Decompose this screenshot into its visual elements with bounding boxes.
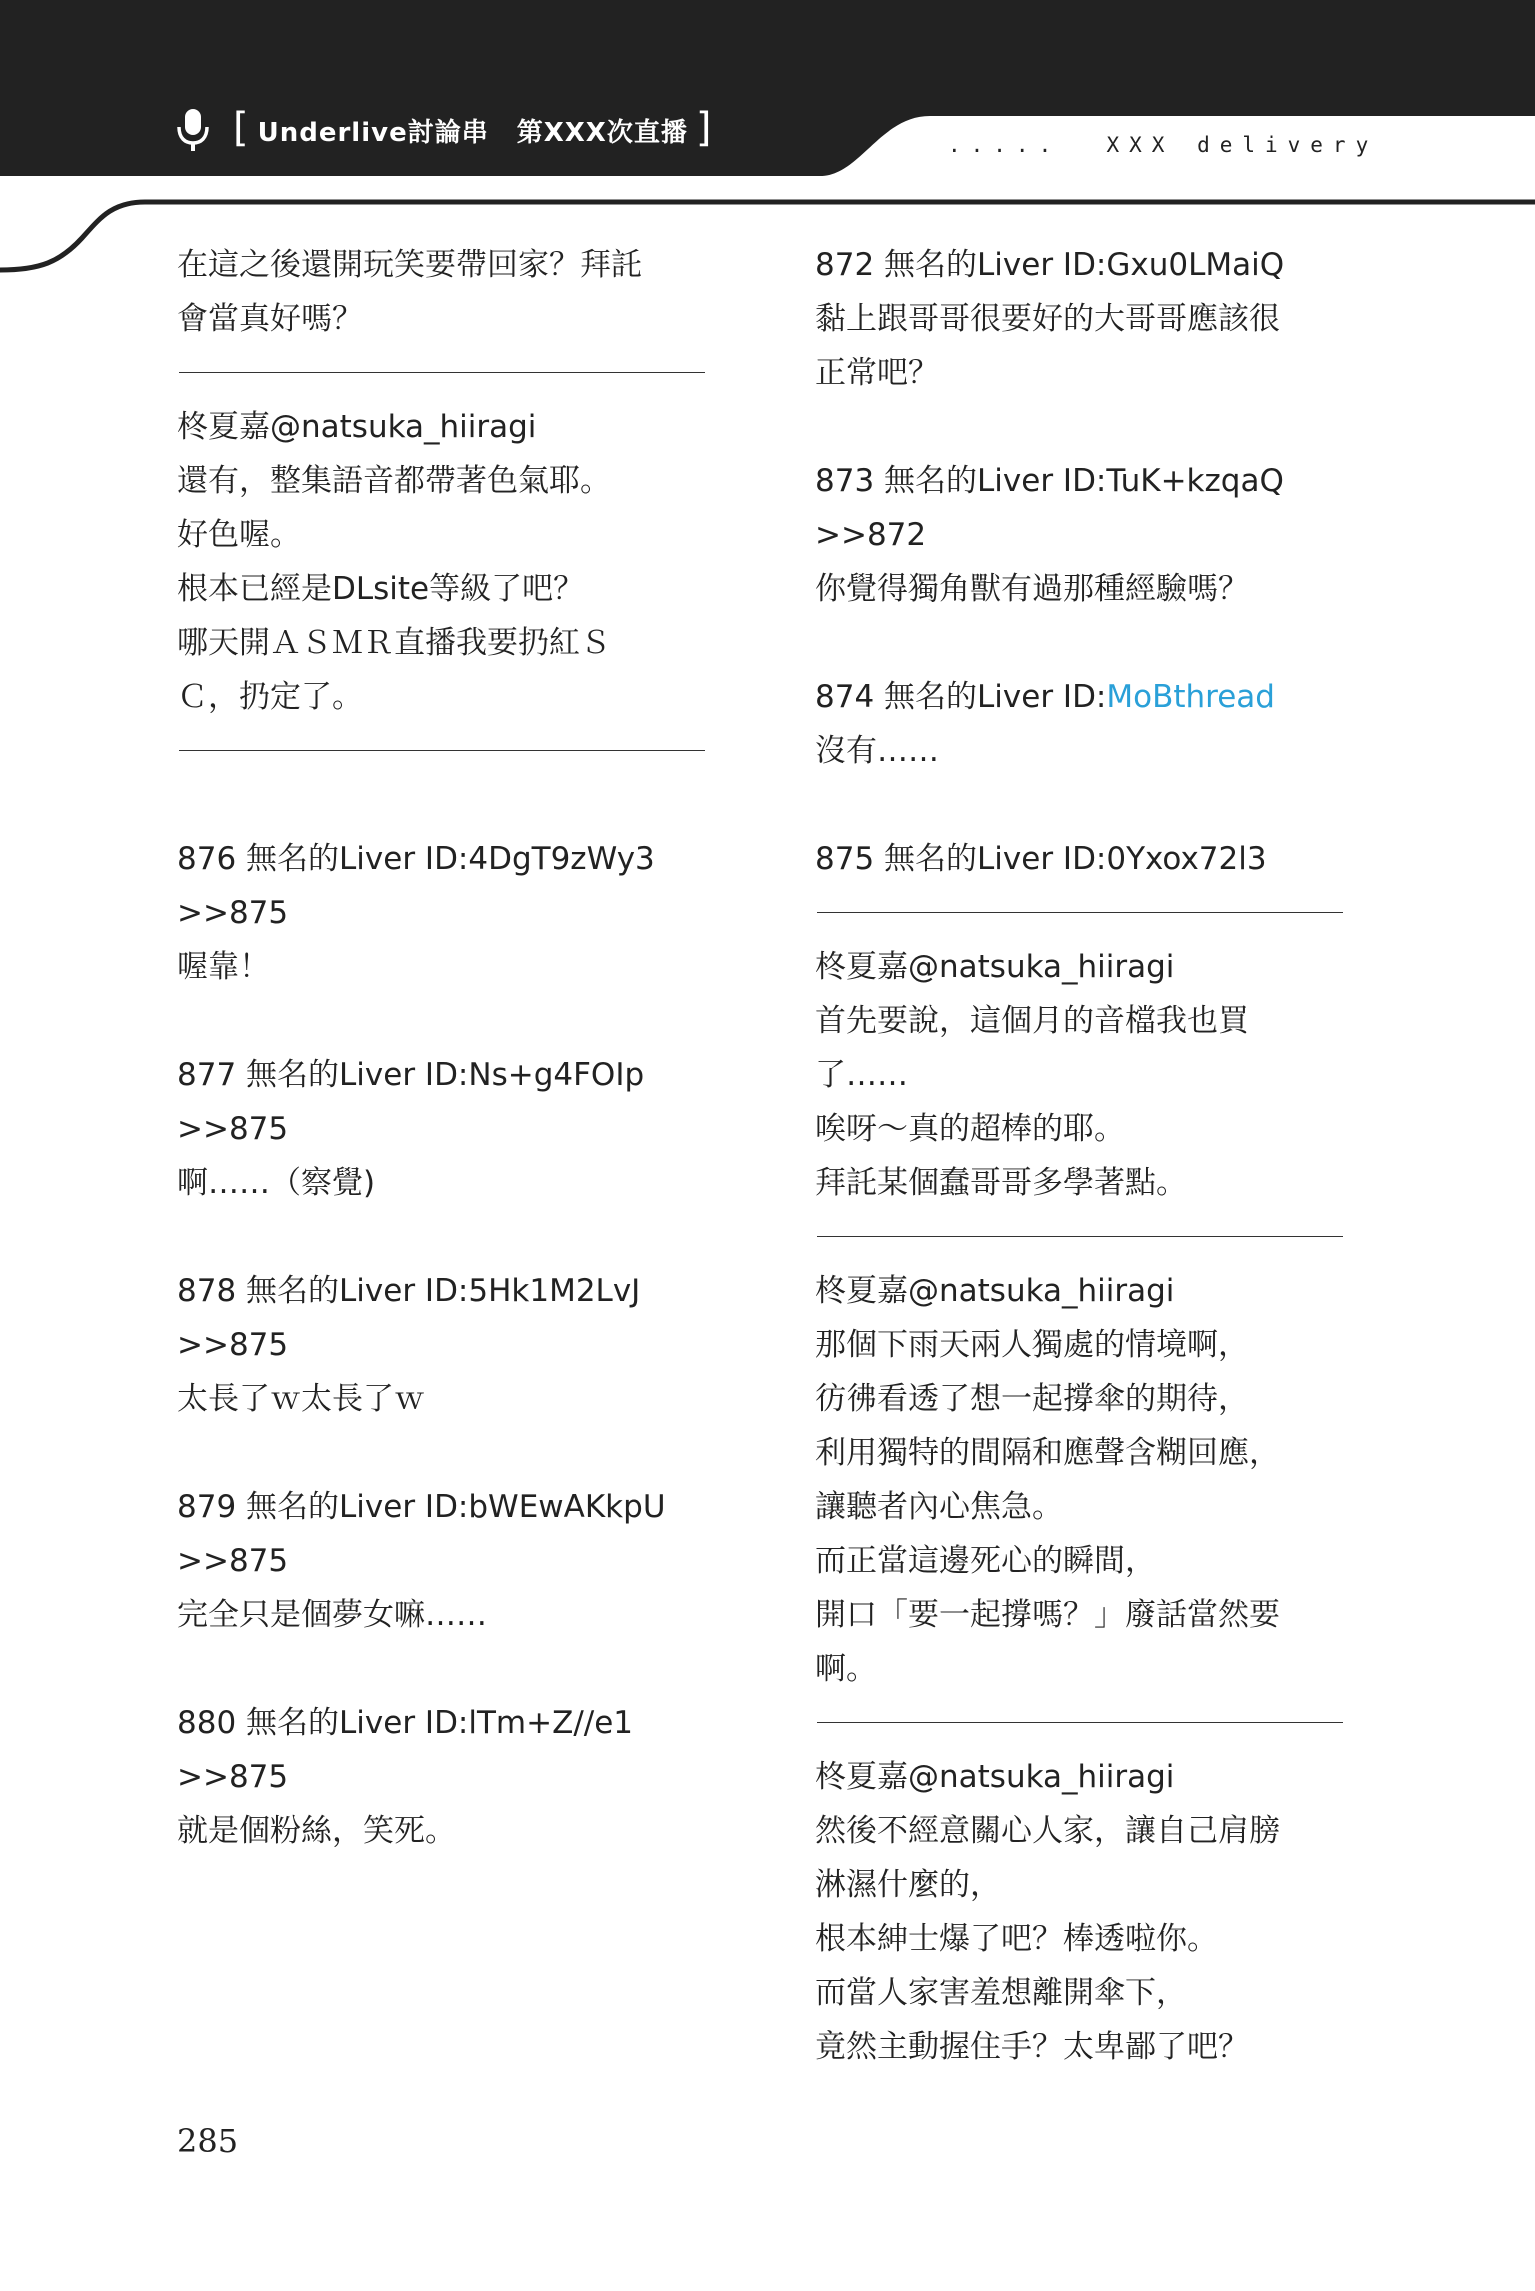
spacer [177,1642,707,1696]
post-line: 喔靠！ [177,949,270,985]
post-divider [817,912,1343,913]
spacer [177,1426,707,1480]
spacer [815,778,1355,832]
page-number: 285 [177,2122,239,2160]
post-line: 那個下雨天兩人獨處的情境啊， [815,1327,1249,1363]
post-line: 柊夏嘉@natsuka_hiiragi [177,409,537,445]
post-line: 還有，整集語音都帶著色氣耶。 [177,463,611,499]
post-line: 880 無名的Liver ID:lTm+Z//e1 [177,1705,634,1741]
post-line: >>875 [177,1543,289,1579]
post-line: 而當人家害羞想離開傘下， [815,1975,1187,2011]
post-line: 首先要說，這個月的音檔我也買 [815,1003,1249,1039]
post-line: 會當真好嗎？ [177,301,363,337]
post-line [815,670,1355,724]
post-line-text: 874 無名的Liver ID: [815,679,1107,715]
header-title: Underlive討論串 [257,117,489,148]
post-line: 873 無名的Liver ID:TuK+kzqaQ [815,463,1284,499]
post-divider [179,372,705,373]
bracket-close-icon: ] [695,105,713,151]
post-line: 利用獨特的間隔和應聲含糊回應， [815,1435,1280,1471]
post-line: 根本紳士爆了吧？棒透啦你。 [815,1921,1218,1957]
post-line: 根本已經是DLsite等級了吧？ [177,571,585,607]
post-line: 柊夏嘉@natsuka_hiiragi [815,949,1175,985]
header-title-group [175,100,720,160]
header-episode: 第XXX次直播 [516,117,688,148]
post-line: 淋濕什麼的， [815,1867,1001,1903]
post-divider [817,1236,1343,1237]
post-line: 好色喔。 [177,517,301,553]
microphone-icon [175,107,211,153]
post-line: 黏上跟哥哥很要好的大哥哥應該很 [815,301,1280,337]
post-line: 872 無名的Liver ID:Gxu0LMaiQ [815,247,1285,283]
post-line: 柊夏嘉@natsuka_hiiragi [815,1273,1175,1309]
post-line: Ｃ，扔定了。 [177,679,363,715]
highlighted-id: MoBthread [1106,679,1275,715]
post-line: 然後不經意關心人家，讓自己肩膀 [815,1813,1280,1849]
post-line: >>875 [177,1111,289,1147]
post-line: 就是個粉絲，笑死。 [177,1813,456,1849]
post-line: 哪天開ＡＳＭＲ直播我要扔紅Ｓ [177,625,611,661]
right-column [815,238,1355,2074]
spacer [815,400,1355,454]
post-line: 完全只是個夢女嘛…… [177,1597,487,1633]
post-line: 讓聽者內心焦急。 [815,1489,1063,1525]
left-column [177,238,707,1858]
spacer [177,1210,707,1264]
post-line: >>875 [177,1327,289,1363]
spacer [177,994,707,1048]
post-line: 沒有…… [815,733,939,769]
bracket-open-icon: [ [233,105,250,151]
post-line: 877 無名的Liver ID:Ns+g4FOIp [177,1057,645,1093]
post-line: 878 無名的Liver ID:5Hk1M2LvJ [177,1273,641,1309]
post-line: 而正當這邊死心的瞬間， [815,1543,1156,1579]
header-subtitle: ..... XXX delivery [948,133,1379,157]
post-line: 柊夏嘉@natsuka_hiiragi [815,1759,1175,1795]
spacer [815,616,1355,670]
post-divider [179,750,705,751]
post-line: 876 無名的Liver ID:4DgT9zWy3 [177,841,655,877]
post-line: >>875 [177,895,289,931]
post-line: 正常吧？ [815,355,939,391]
post-line: 了…… [815,1057,908,1093]
post-line: 啊。 [815,1651,877,1687]
post-line: >>872 [815,517,927,553]
post-line: 在這之後還開玩笑要帶回家？拜託 [177,247,642,283]
post-line: 太長了ｗ太長了ｗ [177,1381,425,1417]
post-line: 879 無名的Liver ID:bWEwAKkpU [177,1489,666,1525]
post-line: >>875 [177,1759,289,1795]
post-line: 啊……（察覺) [177,1165,376,1201]
post-divider [817,1722,1343,1723]
post-line: 你覺得獨角獸有過那種經驗嗎？ [815,571,1249,607]
post-line: 竟然主動握住手？太卑鄙了吧？ [815,2029,1249,2065]
post-line: 875 無名的Liver ID:0Yxox72l3 [815,841,1267,877]
post-line: 開口「要一起撐嗎？」廢話當然要 [815,1597,1280,1633]
spacer [177,778,707,832]
post-line: 唉呀～真的超棒的耶。 [815,1111,1125,1147]
post-line: 拜託某個蠢哥哥多學著點。 [815,1165,1187,1201]
post-line: 彷彿看透了想一起撐傘的期待， [815,1381,1249,1417]
